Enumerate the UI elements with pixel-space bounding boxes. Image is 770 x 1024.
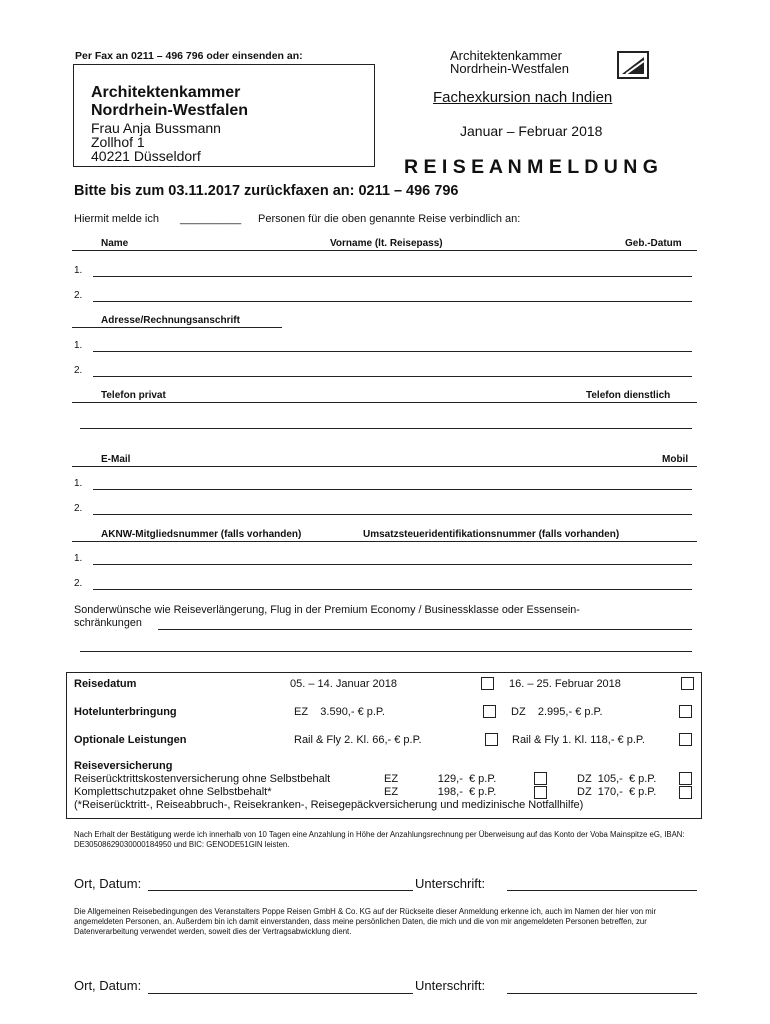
insurance-footnote: (*Reiserücktritt-, Reiseabbruch-, Reisekranken-, Reisegepäckversicherung und medizinische Notfallhilfe) [74,799,584,811]
insurance-cancellation-double: DZ 105,- € p.P. [577,773,657,785]
phone-header-rule [72,402,697,403]
address-org-line2: Nordrhein-Westfalen [91,102,249,119]
member-row-2-field[interactable] [93,589,692,590]
email-row-2-field[interactable] [93,514,692,515]
phone-private-header: Telefon privat [101,390,166,401]
insurance-full-single: EZ 198,- € p.P. [384,786,497,798]
special-wishes-field-2[interactable] [80,651,692,652]
rail-fly-2nd-checkbox[interactable] [485,733,498,746]
address-org-line1: Architektenkammer [91,84,241,101]
fax-deadline: Bitte bis zum 03.11.2017 zurückfaxen an: 0211 – 496 796 [74,183,459,199]
vat-id-header: Umsatzsteueridentifikationsnummer (falls vorhanden) [363,529,620,540]
travel-date-option-1: 05. – 14. Januar 2018 [290,678,398,690]
insurance-full-label: Komplettschutzpaket ohne Selbstbehalt* [74,786,272,798]
insurance-cancellation-label: Reiserücktrittskostenversicherung ohne Selbstbehalt [74,773,331,785]
persons-count-field[interactable]: __________ [180,213,242,225]
signature-field-1[interactable] [507,890,697,891]
row-number: 2. [74,290,83,301]
row-number: 1. [74,265,83,276]
address-row-1-field[interactable] [93,351,692,352]
rail-fly-1st-checkbox[interactable] [679,733,692,746]
org-name-line2: Nordrhein-Westfalen [450,61,569,76]
address-city: 40221 Düsseldorf [91,148,201,164]
firstname-header: Vorname (lt. Reisepass) [330,238,443,249]
extras-label: Optionale Leistungen [74,734,187,746]
travel-date-1-checkbox[interactable] [481,677,494,690]
fax-instruction: Per Fax an 0211 – 496 796 oder einsenden an: [75,50,303,62]
address-header-rule [72,327,282,328]
row-number: 1. [74,340,83,351]
hotel-label: Hotelunterbringung [74,706,177,718]
name-header-rule [72,250,697,251]
place-date-field-1[interactable] [148,890,413,891]
travel-date-2-checkbox[interactable] [681,677,694,690]
aknw-logo-icon [617,51,649,79]
place-date-label: Ort, Datum: [74,876,142,891]
insurance-label: Reiseversicherung [74,760,173,772]
insurance-cancellation-single-checkbox[interactable] [534,772,547,785]
member-row-1-field[interactable] [93,564,692,565]
org-name-line1: Architektenkammer [450,48,562,63]
address-street: Zollhof 1 [91,134,145,150]
hotel-double-option: DZ 2.995,- € p.P. [511,706,603,718]
intro-prefix: Hiermit melde ich [74,213,159,225]
mobile-header: Mobil [662,454,689,465]
address-row-2-field[interactable] [93,376,692,377]
rail-fly-2nd-option: Rail & Fly 2. Kl. 66,- € p.P. [294,734,422,746]
hotel-single-checkbox[interactable] [483,705,496,718]
email-row-1-field[interactable] [93,489,692,490]
member-header-rule [72,541,697,542]
phone-business-header: Telefon dienstlich [586,390,671,401]
insurance-cancellation-single: EZ 129,- € p.P. [384,773,497,785]
hotel-double-checkbox[interactable] [679,705,692,718]
special-wishes-field-1[interactable] [158,629,692,630]
insurance-cancellation-double-checkbox[interactable] [679,772,692,785]
phone-field[interactable] [80,428,692,429]
terms-note: Die Allgemeinen Reisebedingungen des Veranstalters Poppe Reisen GmbH & Co. KG auf der Rückseite dieser Anmeldung erkenne ich, auch im Namen der hier von mir angemeldeten Personen, an. Außerdem bin ich damit einverstanden, dass meine persönlichen Daten, die mich und die von mir angemeldeten Personen betreffen, zur Datenverarbeitung verwendet werden, soweit dies der Vertragsabwicklung dient. [74,907,657,936]
name-header: Name [101,238,129,249]
name-row-1-field[interactable] [93,276,692,277]
payment-note: Nach Erhalt der Bestätigung werde ich innerhalb von 10 Tagen eine Anzahlung in Höhe der Anzahlungsrechnung per Überweisung auf das Konto der Voba Mainspitze eG, IBAN: DE30508629030000184950 und BIC: GENODE51GIN leisten. [74,830,685,849]
travel-date-option-2: 16. – 25. Februar 2018 [509,678,621,690]
insurance-full-double-checkbox[interactable] [679,786,692,799]
place-date-label: Ort, Datum: [74,978,142,993]
trip-dates: Januar – Februar 2018 [460,123,603,139]
email-header: E-Mail [101,454,131,465]
travel-date-label: Reisedatum [74,678,137,690]
insurance-full-double: DZ 170,- € p.P. [577,786,657,798]
member-number-header: AKNW-Mitgliedsnummer (falls vorhanden) [101,529,302,540]
signature-label: Unterschrift: [415,876,486,891]
row-number: 2. [74,578,83,589]
trip-title: Fachexkursion nach Indien [433,89,613,106]
intro-suffix: Personen für die oben genannte Reise verbindlich an: [258,213,521,225]
special-wishes-label: Sonderwünsche wie Reiseverlängerung, Flug in der Premium Economy / Businessklasse oder Essensein- [74,604,580,616]
address-contact: Frau Anja Bussmann [91,120,221,136]
birthdate-header: Geb.-Datum [625,238,682,249]
rail-fly-1st-option: Rail & Fly 1. Kl. 118,- € p.P. [512,734,645,746]
signature-field-2[interactable] [507,993,697,994]
row-number: 2. [74,365,83,376]
place-date-field-2[interactable] [148,993,413,994]
form-heading: R E I S E A N M E L D U N G [404,156,658,178]
hotel-single-option: EZ 3.590,- € p.P. [294,706,385,718]
row-number: 2. [74,503,83,514]
row-number: 1. [74,553,83,564]
row-number: 1. [74,478,83,489]
special-wishes-label-cont: schränkungen [74,617,142,629]
name-row-2-field[interactable] [93,301,692,302]
signature-label: Unterschrift: [415,978,486,993]
address-header: Adresse/Rechnungsanschrift [101,315,240,326]
email-header-rule [72,466,697,467]
insurance-full-single-checkbox[interactable] [534,786,547,799]
